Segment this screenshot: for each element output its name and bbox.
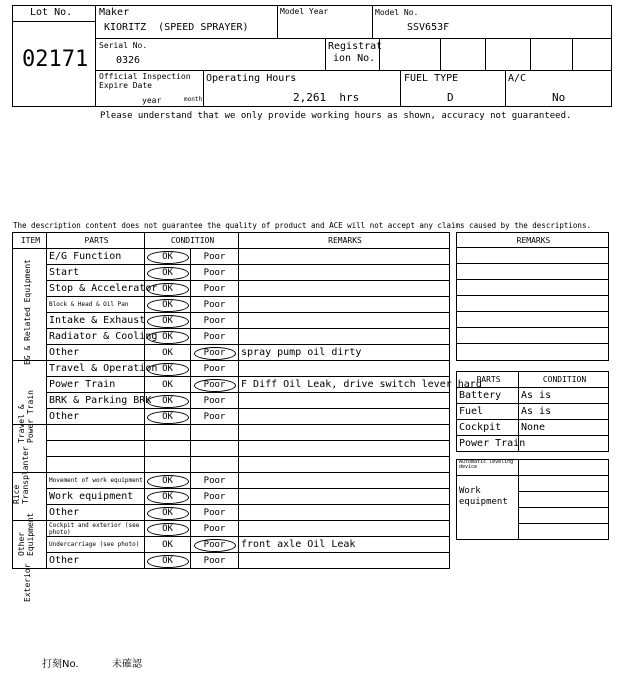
fuel-type-value: D: [447, 91, 454, 104]
remark-cell: [239, 473, 450, 489]
part-cell: Power Train: [47, 377, 145, 393]
remark-cell: front axle Oil Leak: [239, 537, 450, 553]
condition-poor-cell: [191, 457, 239, 473]
ok-circled: OK: [147, 299, 189, 312]
poor-option: Poor: [203, 267, 226, 278]
lot-label: Lot No.: [30, 7, 73, 18]
lot-value: 02171: [22, 47, 89, 72]
right-work-table: [456, 459, 609, 540]
part-cell: Cockpit and exterior (see photo): [47, 521, 145, 537]
poor-option: Poor: [203, 331, 226, 342]
part-cell: Intake & Exhaust: [47, 313, 145, 329]
right-parts-table: [456, 371, 609, 452]
remark-cell: [239, 457, 450, 473]
remark-cell: [239, 313, 450, 329]
maker-label: Maker: [99, 7, 130, 18]
condition-ok-cell: [145, 265, 191, 281]
table-row: [13, 265, 450, 281]
condition-poor-cell: [191, 489, 239, 505]
remark-cell: [239, 553, 450, 569]
condition-poor-cell: [191, 505, 239, 521]
remark-cell: spray pump oil dirty: [239, 345, 450, 361]
ok-circled: OK: [147, 283, 189, 296]
ok-circled: OK: [147, 267, 189, 280]
condition-poor-cell: [191, 521, 239, 537]
model-no-value: SSV653F: [407, 22, 450, 33]
ok-circled: OK: [147, 411, 189, 424]
group-eg: EG & Related Equipment: [23, 259, 32, 365]
condition-poor-cell: [191, 249, 239, 265]
ok-circled: OK: [147, 507, 189, 520]
condition-ok-cell: [145, 521, 191, 537]
condition-poor-cell: [191, 473, 239, 489]
table-row: [13, 313, 450, 329]
ok-circled: OK: [147, 395, 189, 408]
group-exterior: Exterior: [23, 563, 32, 602]
right-part-cell: Battery: [457, 388, 519, 404]
group-other: Other Equipment: [17, 512, 35, 556]
condition-poor-cell: [191, 265, 239, 281]
ac-value: No: [552, 91, 566, 104]
condition-ok-cell: [145, 505, 191, 521]
part-cell: Radiator & Cooling: [47, 329, 145, 345]
condition-ok-cell: [145, 361, 191, 377]
condition-ok-cell: [145, 457, 191, 473]
condition-poor-cell: [191, 361, 239, 377]
table-row: [13, 281, 450, 297]
condition-ok-cell: [145, 537, 191, 553]
poor-circled: Poor: [194, 347, 236, 360]
serial-value: 0326: [116, 55, 141, 66]
model-year-label: Model Year: [280, 7, 329, 16]
condition-ok-cell: [145, 425, 191, 441]
operating-hours-value: 2,261 hrs: [293, 91, 360, 104]
right-table-row: [457, 388, 609, 404]
inspection-label-1: Official Inspection: [99, 72, 191, 81]
ok-circled: OK: [147, 251, 189, 264]
condition-ok-cell: [145, 409, 191, 425]
part-cell: Movement of work equipment: [47, 473, 145, 489]
poor-circled: Poor: [194, 379, 236, 392]
table-row: [13, 505, 450, 521]
part-cell: E/G Function: [47, 249, 145, 265]
remark-cell: [239, 409, 450, 425]
stamp-value: 未確認: [112, 659, 142, 670]
ok-circled: OK: [147, 491, 189, 504]
condition-poor-cell: [191, 441, 239, 457]
table-row: [13, 377, 450, 393]
remark-cell: [239, 329, 450, 345]
table-row: [13, 297, 450, 313]
condition-poor-cell: [191, 553, 239, 569]
fuel-type-label: FUEL TYPE: [404, 73, 459, 84]
remark-cell: [239, 489, 450, 505]
remark-cell: [239, 249, 450, 265]
right-parts-header: PARTS: [457, 372, 519, 388]
table-row: [13, 329, 450, 345]
table-row: [13, 409, 450, 425]
remark-cell: [239, 393, 450, 409]
col-item: ITEM: [13, 233, 47, 249]
right-part-cell: Cockpit: [457, 420, 519, 436]
part-cell: Undercarriage (see photo): [47, 537, 145, 553]
part-cell: Stop & Accelerator: [47, 281, 145, 297]
right-condition-cell: [519, 436, 609, 452]
table-row: [13, 345, 450, 361]
remark-cell: [239, 521, 450, 537]
condition-poor-cell: [191, 393, 239, 409]
part-cell: Other: [47, 409, 145, 425]
right-part-cell: Fuel: [457, 404, 519, 420]
remark-cell: [239, 425, 450, 441]
condition-ok-cell: [145, 329, 191, 345]
month-label: month: [184, 96, 203, 103]
poor-option: Poor: [203, 363, 226, 374]
col-parts: PARTS: [47, 233, 145, 249]
remark-cell: [239, 441, 450, 457]
part-cell: [47, 441, 145, 457]
right-condition-header: CONDITION: [519, 372, 609, 388]
condition-ok-cell: [145, 313, 191, 329]
col-remarks: REMARKS: [239, 233, 450, 249]
condition-poor-cell: [191, 297, 239, 313]
condition-ok-cell: [145, 553, 191, 569]
remark-cell: [239, 281, 450, 297]
condition-ok-cell: [145, 441, 191, 457]
condition-poor-cell: [191, 345, 239, 361]
right-part-cell: Power Train: [457, 436, 519, 452]
inspection-label-2: Expire Date: [99, 81, 152, 90]
remark-cell: [239, 265, 450, 281]
condition-poor-cell: [191, 313, 239, 329]
part-cell: Other: [47, 505, 145, 521]
poor-option: Poor: [203, 475, 226, 486]
part-cell: Work equipment: [47, 489, 145, 505]
registration-label-1: Registrat: [328, 41, 383, 52]
model-no-label: Model No.: [375, 8, 419, 17]
condition-ok-cell: [145, 473, 191, 489]
right-remarks-table: [456, 232, 609, 361]
table-row: [13, 553, 450, 569]
group-rice: Rice Transplanter: [12, 446, 30, 504]
right-condition-cell: As is: [519, 388, 609, 404]
right-table-row: [457, 436, 609, 452]
serial-label: Serial No.: [99, 41, 148, 50]
poor-circled: Poor: [194, 539, 236, 552]
table-row: [13, 537, 450, 553]
condition-ok-cell: [145, 345, 191, 361]
table-row: [13, 441, 450, 457]
maker-value: KIORITZ (SPEED SPRAYER): [104, 22, 249, 33]
poor-option: Poor: [203, 251, 226, 262]
poor-option: Poor: [203, 491, 226, 502]
table-row: [13, 521, 450, 537]
poor-option: Poor: [203, 395, 226, 406]
table-row: [13, 361, 450, 377]
poor-option: Poor: [203, 555, 226, 566]
ok-circled: OK: [147, 363, 189, 376]
condition-poor-cell: [191, 425, 239, 441]
right-remarks-header: REMARKS: [457, 233, 609, 248]
poor-option: Poor: [203, 299, 226, 310]
part-cell: [47, 425, 145, 441]
poor-option: Poor: [203, 315, 226, 326]
part-cell: [47, 457, 145, 473]
right-condition-cell: As is: [519, 404, 609, 420]
condition-poor-cell: [191, 377, 239, 393]
ok-circled: OK: [147, 331, 189, 344]
table-row: [13, 457, 450, 473]
year-label: year: [142, 96, 162, 105]
ok-circled: OK: [147, 555, 189, 568]
ok-circled: OK: [147, 315, 189, 328]
poor-option: Poor: [203, 507, 226, 518]
work-equipment-label: Work equipment: [457, 476, 519, 540]
ok-option: OK: [162, 347, 173, 358]
remark-cell: [239, 361, 450, 377]
table-row: [13, 393, 450, 409]
ok-circled: OK: [147, 523, 189, 536]
condition-ok-cell: [145, 489, 191, 505]
operating-hours-label: Operating Hours: [206, 73, 297, 84]
part-cell: Start: [47, 265, 145, 281]
ok-circled: OK: [147, 475, 189, 488]
part-cell: Block & Head & Oil Pan: [47, 297, 145, 313]
ac-label: A/C: [508, 73, 527, 84]
right-table-row: [457, 420, 609, 436]
condition-ok-cell: [145, 393, 191, 409]
table-row: [13, 489, 450, 505]
condition-ok-cell: [145, 281, 191, 297]
disclaimer: The description content does not guarantee the quality of product and ACE will not accept any claims caused by the descriptions.: [13, 221, 591, 230]
part-cell: BRK & Parking BRK: [47, 393, 145, 409]
condition-poor-cell: [191, 537, 239, 553]
condition-ok-cell: [145, 377, 191, 393]
ok-option: OK: [162, 379, 173, 390]
ok-option: OK: [162, 539, 173, 550]
poor-option: Poor: [203, 411, 226, 422]
condition-ok-cell: [145, 297, 191, 313]
poor-option: Poor: [203, 523, 226, 534]
registration-label-2: ion No.: [333, 53, 376, 64]
remark-cell: [239, 297, 450, 313]
right-condition-cell: None: [519, 420, 609, 436]
col-condition: CONDITION: [145, 233, 239, 249]
table-row: [13, 425, 450, 441]
table-row: [13, 473, 450, 489]
remark-cell: [239, 505, 450, 521]
condition-poor-cell: [191, 409, 239, 425]
table-row: [13, 249, 450, 265]
table-header-row: [13, 233, 450, 249]
condition-poor-cell: [191, 281, 239, 297]
stamp-label: 打刻No.: [42, 659, 79, 670]
poor-option: Poor: [203, 283, 226, 294]
part-cell: Other: [47, 345, 145, 361]
remark-cell: F Diff Oil Leak, drive switch lever hard: [239, 377, 450, 393]
part-cell: Other: [47, 553, 145, 569]
right-table-row: [457, 404, 609, 420]
part-cell: Travel & Operation: [47, 361, 145, 377]
hours-note: Please understand that we only provide working hours as shown, accuracy not guaranteed.: [100, 111, 572, 121]
condition-poor-cell: [191, 329, 239, 345]
condition-ok-cell: [145, 249, 191, 265]
group-travel: Travel & Power Train: [17, 390, 35, 443]
auto-level-label: Automatic leveling device: [457, 460, 519, 476]
